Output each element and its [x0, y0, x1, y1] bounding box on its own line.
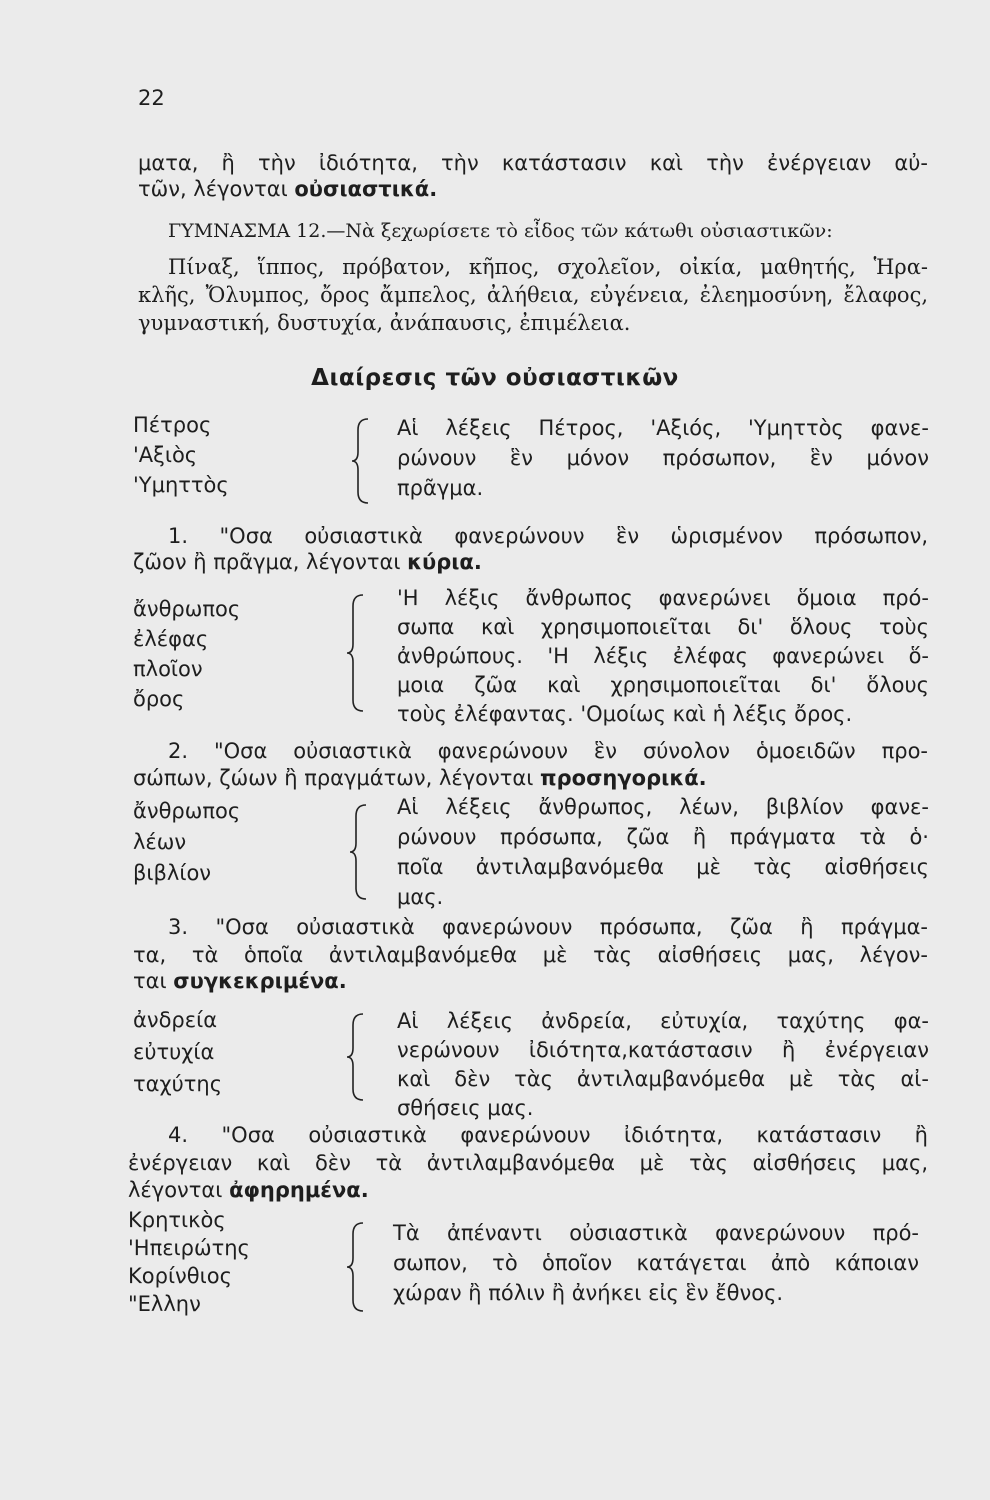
intro-line-1: ματα, ἢ τὴν ἰδιότητα, τὴν κατάστασιν καὶ τὴν ἐνέργειαν αὐ-: [138, 151, 928, 175]
term-synkekrimena: συγκεκριμένα.: [173, 969, 347, 993]
explanation-line: πρᾶγμα.: [397, 476, 484, 500]
explanation-block-3: [397, 1007, 929, 1123]
explanation-line: Αἱ λέξεις Πέτρος, 'Αξιός, 'Υμηττὸς φανε-: [397, 416, 929, 440]
example-word: ἀνδρεία: [133, 1008, 218, 1032]
explanation-line: μας.: [397, 885, 444, 909]
brace-icon: [352, 418, 374, 504]
explanation-block-4: [393, 1218, 919, 1308]
explanation-line: σωπον, τὸ ὁποῖον κατάγεται ἀπὸ κάποιαν: [393, 1251, 919, 1275]
explanation-line: σωπα καὶ χρησιμοποιεῖται δι' ὅλους τοὺς: [397, 615, 929, 639]
example-word: λέων: [133, 830, 187, 854]
example-word: Κρητικὸς: [128, 1208, 226, 1232]
exercise-words-line-1: Πίναξ, ἵππος, πρόβατον, κῆπος, σχολεῖον, οἰκία, μαθητής, Ἡρα-: [168, 255, 928, 279]
explanation-line: Αἱ λέξεις ἄνθρωπος, λέων, βιβλίον φανε-: [397, 795, 929, 819]
explanation-line: μοια ζῶα καὶ χρησιμοποιεῖται δι' ὅλους: [397, 673, 929, 697]
explanation-line: ρώνουν ἓν μόνον πρόσωπον, ἓν μόνον: [397, 446, 929, 470]
sec3-line-3-text: ται: [133, 969, 174, 993]
explanation-line: τοὺς ἐλέφαντας. 'Ομοίως καὶ ἡ λέξις ὄρος.: [397, 702, 853, 726]
term-ousiastika: οὐσιαστικά.: [294, 177, 438, 201]
example-word: βιβλίον: [133, 861, 212, 885]
explanation-line: Τὰ ἀπέναντι οὐσιαστικὰ φανερώνουν πρό-: [393, 1221, 919, 1245]
explanation-line: χώραν ἢ πόλιν ἢ ἀνήκει εἰς ἓν ἔθνος.: [393, 1281, 784, 1305]
brace-icon: [347, 1013, 369, 1101]
example-list-ethnika: [128, 1206, 250, 1318]
explanation-line: ἀνθρώπους. 'Η λέξις ἐλέφας φανερώνει ὅ-: [397, 644, 929, 668]
intro-line-2-text: τῶν, λέγονται: [138, 177, 295, 201]
example-word: 'Υμηττὸς: [133, 473, 229, 497]
explanation-line: σθήσεις μας.: [397, 1096, 534, 1120]
example-word: ὄρος: [133, 687, 185, 711]
example-word: ἄνθρωπος: [133, 597, 241, 621]
explanation-line: καὶ δὲν τὰς ἀντιλαμβανόμεθα μὲ τὰς αἰ-: [397, 1067, 929, 1091]
example-word: ταχύτης: [133, 1072, 223, 1096]
intro-line-2: [138, 176, 437, 202]
explanation-line: ποῖα ἀντιλαμβανόμεθα μὲ τὰς αἰσθήσεις: [397, 855, 929, 879]
explanation-line: ρώνουν πρόσωπα, ζῶα ἢ πράγματα τὰ ὁ·: [397, 825, 929, 849]
example-word: "Ελλην: [128, 1292, 201, 1316]
sec2-line-2: [133, 765, 707, 791]
example-list-kyria: [133, 594, 240, 714]
sec3-line-3: [133, 968, 347, 994]
example-word: πλοῖον: [133, 657, 203, 681]
exercise-words-line-2: κλῆς, Ὄλυμπος, ὄρος ἄμπελος, ἀλήθεια, εὐγένεια, ἐλεημοσύνη, ἔλαφος,: [138, 283, 928, 307]
sec4-line-2: ἐνέργειαν καὶ δὲν τὰ ἀντιλαμβανόμεθα μὲ τὰς αἰσθήσεις μας,: [128, 1151, 928, 1175]
example-word: Κορίνθιος: [128, 1264, 232, 1288]
example-word: ἐλέφας: [133, 627, 209, 651]
brace-icon: [350, 804, 372, 900]
explanation-line: Αἱ λέξεις ἀνδρεία, εὐτυχία, ταχύτης φα-: [397, 1009, 929, 1033]
sec1-line-2-text: ζῶον ἢ πρᾶγμα, λέγονται: [133, 550, 408, 574]
sec3-line-1: 3. "Οσα οὐσιαστικὰ φανερώνουν πρόσωπα, ζῶα ἢ πράγμα-: [168, 915, 928, 939]
explanation-block-0: [397, 413, 929, 503]
example-word: 'Ηπειρώτης: [128, 1236, 250, 1260]
explanation-block-1: [397, 584, 929, 729]
exercise-title: ΓΥΜΝΑΣΜΑ 12.—Νὰ ξεχωρίσετε τὸ εἶδος τῶν κάτωθι οὐσιαστικῶν:: [168, 220, 833, 242]
sec2-line-1: 2. "Οσα οὐσιαστικὰ φανερώνουν ἓν σύνολον ὁμοειδῶν προ-: [168, 739, 928, 763]
sec4-line-1: 4. "Οσα οὐσιαστικὰ φανερώνουν ἰδιότητα, κατάστασιν ἢ: [168, 1123, 928, 1147]
exercise-words-line-3: γυμναστική, δυστυχία, ἀνάπαυσις, ἐπιμέλεια.: [138, 311, 631, 335]
explanation-line: 'Η λέξις ἄνθρωπος φανερώνει ὅμοια πρό-: [397, 586, 929, 610]
term-kyria: κύρια.: [407, 550, 482, 574]
sec4-line-3-text: λέγονται: [128, 1178, 230, 1202]
example-list-synkekrimena: [133, 1004, 222, 1100]
term-prosigorika: προσηγορικά.: [540, 766, 707, 790]
sec1-line-2: [133, 549, 482, 575]
example-list-proper-nouns: [133, 410, 229, 500]
example-word: εὐτυχία: [133, 1040, 215, 1064]
example-list-prosigorika: [133, 796, 240, 889]
brace-icon: [347, 594, 369, 712]
sec1-line-1: 1. "Οσα οὐσιαστικὰ φανερώνουν ἓν ὡρισμένον πρόσωπον,: [168, 524, 928, 548]
explanation-line: νερώνουν ἰδιότητα,κατάστασιν ἢ ἐνέργειαν: [397, 1038, 929, 1062]
term-afirimena: ἀφηρημένα.: [229, 1178, 369, 1202]
example-word: ἄνθρωπος: [133, 799, 241, 823]
section-heading: Διαίρεσις τῶν οὐσιαστικῶν: [311, 365, 679, 391]
sec4-line-3: [128, 1177, 369, 1203]
example-word: Πέτρος: [133, 413, 212, 437]
sec3-line-2: τα, τὰ ὁποῖα ἀντιλαμβανόμεθα μὲ τὰς αἰσθήσεις μας, λέγον-: [133, 943, 928, 967]
example-word: 'Αξιὸς: [133, 443, 198, 467]
sec2-line-2-text: σώπων, ζώων ἢ πραγμάτων, λέγονται: [133, 766, 540, 790]
page-number: 22: [138, 86, 165, 110]
explanation-block-2: [397, 792, 929, 912]
brace-icon: [347, 1222, 369, 1312]
